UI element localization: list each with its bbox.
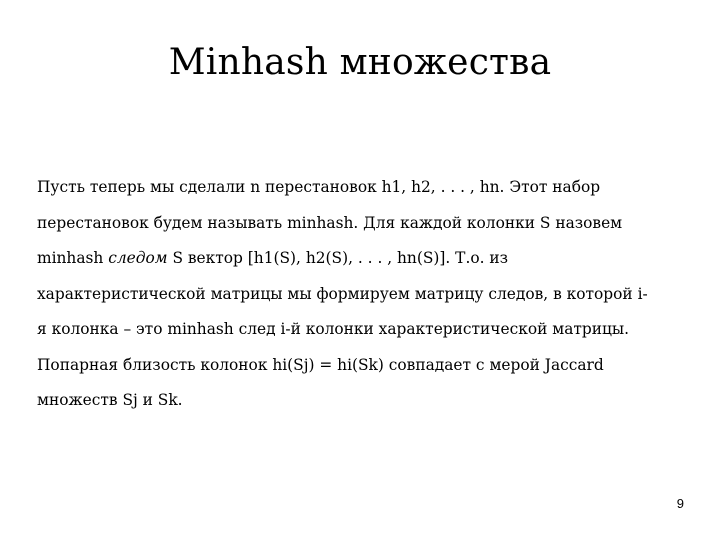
paragraph-line-3	[37, 241, 687, 277]
page-number: 9	[676, 496, 684, 511]
emphasized-term: следом	[108, 249, 168, 267]
paragraph-line-6: Попарная близость колонок hi(Sj) = hi(Sk) совпадает с мерой Jaccard	[37, 355, 604, 374]
paragraph-line-4: характеристической матрицы мы формируем матрицу следов, в которой i-	[37, 284, 648, 303]
paragraph-line-1: Пусть теперь мы сделали n перестановок h1, h2, . . . , hn. Этот набор	[37, 178, 601, 196]
paragraph-line-7: множеств Sj и Sk.	[37, 391, 183, 409]
paragraph-line-2: перестановок будем называть minhash. Для каждой колонки S назовем	[37, 213, 623, 232]
line-3-text-start: minhash	[37, 249, 109, 267]
slide-title: Minhash множества	[168, 42, 552, 83]
line-3-text-end: S вектор [h1(S), h2(S), . . . , hn(S)]. Т.о. из	[167, 249, 509, 267]
body-paragraph	[37, 170, 687, 419]
paragraph-line-5: я колонка – это minhash след i-й колонки характеристической матрицы.	[37, 320, 630, 338]
